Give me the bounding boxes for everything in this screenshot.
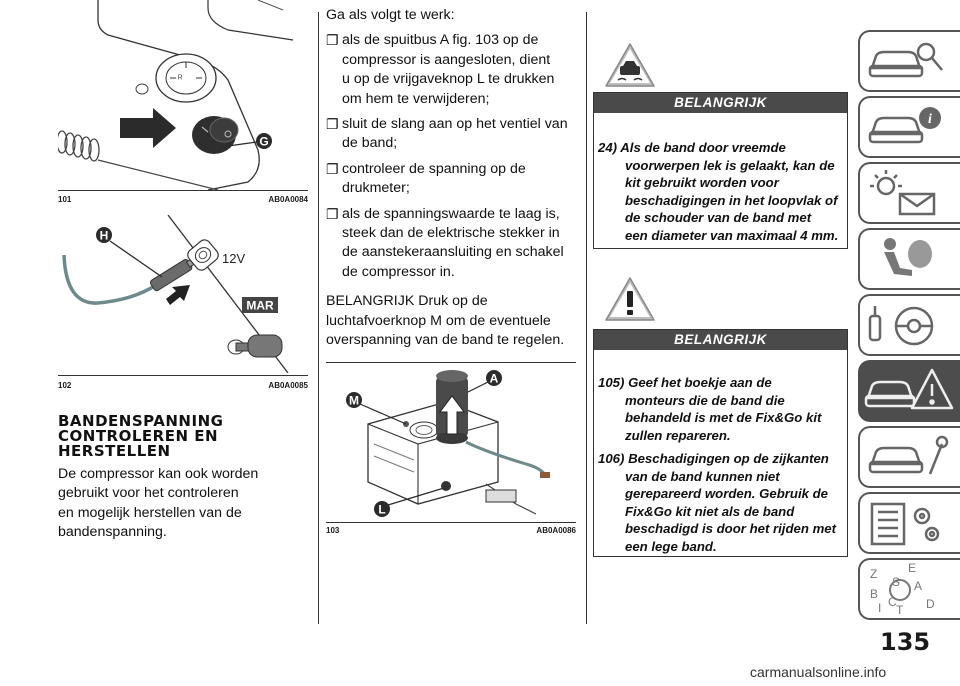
figure-102-label-mar: MAR: [246, 298, 274, 313]
figure-101-illustration: [58, 0, 308, 190]
svg-text:A: A: [489, 371, 499, 386]
figure-102: [58, 215, 308, 395]
procedure-bullet: ❐ controleer de spanning op de drukmeter;: [326, 160, 526, 197]
procedure-bullet: ❐ sluit de slang aan op het ventiel van de band;: [326, 116, 568, 152]
figure-101-rule: [58, 190, 308, 191]
svg-text:H: H: [99, 228, 109, 243]
tab-index[interactable]: [858, 558, 960, 620]
figure-103: [326, 362, 576, 537]
exclamation-warning-icon: [604, 276, 656, 322]
airbag-seat-icon: [860, 230, 958, 288]
figure-101-caption: [58, 195, 308, 207]
car-search-icon: [860, 32, 958, 90]
figure-103-rule: [326, 522, 576, 523]
car-skid-warning-icon: [604, 42, 656, 88]
procedure-intro: Ga als volgt te werk:: [326, 7, 455, 23]
figure-102-illustration: [58, 215, 308, 373]
procedure-bullets: [326, 31, 584, 282]
checkbox-bullet-icon: ❐: [326, 32, 339, 49]
section-intro: [58, 465, 313, 543]
procedure-text: [326, 6, 584, 351]
tab-dashboard-info[interactable]: [858, 96, 960, 158]
procedure-bullet: ❐ als de spanningswaarde te laag is, steek dan de elektrische stekker in de aanstekeraansluiting en schakel de compressor in.: [326, 205, 564, 280]
intro-line: gebruikt voor het controleren: [58, 485, 239, 502]
column-separator-2: [586, 12, 587, 624]
figure-code: AB0A0085: [268, 381, 308, 390]
tab-emergency[interactable]: [858, 360, 960, 422]
svg-text:D: D: [926, 597, 935, 611]
warning-body: [594, 350, 847, 555]
procedure-bullet: ❐ als de spuitbus A fig. 103 op de compressor is aangesloten, dient u op de vrijgaveknop L te drukken om hem te verwijderen;: [326, 32, 555, 107]
tab-vehicle-overview[interactable]: [858, 30, 960, 92]
figure-102-label-12v: 12V: [222, 251, 246, 266]
heading-line: BANDENSPANNING: [58, 412, 224, 430]
checkbox-bullet-icon: ❐: [326, 160, 339, 177]
key-steering-wheel-icon: [860, 296, 958, 354]
svg-text:i: i: [928, 112, 932, 127]
svg-text:S: S: [892, 575, 901, 589]
warning-item-number: 106): [598, 451, 625, 466]
watermark: carmanualsonline.info: [750, 664, 887, 680]
svg-text:I: I: [878, 601, 882, 615]
list-gear-icon: [860, 494, 958, 552]
section-heading: [58, 414, 308, 459]
light-envelope-icon: [860, 164, 958, 222]
warning-item-number: 24): [598, 140, 618, 155]
intro-line: en mogelijk herstellen van de: [58, 504, 242, 521]
svg-text:C: C: [888, 595, 897, 609]
car-info-icon: [860, 98, 958, 156]
svg-text:ᴿ: ᴿ: [178, 74, 183, 85]
svg-text:Z: Z: [870, 567, 878, 581]
figure-103-illustration: [326, 364, 576, 522]
figure-103-caption: [326, 526, 576, 538]
tab-technical-data[interactable]: [858, 492, 960, 554]
checkbox-bullet-icon: ❐: [326, 205, 339, 222]
heading-line: CONTROLEREN EN: [58, 427, 219, 445]
warning-item: 105) Geef het boekje aan de monteurs die de band die behandeld is met de Fix&Go kit zullen repareren.: [598, 375, 822, 443]
warning-box-1: [593, 92, 848, 249]
warning-item: 106) Beschadigingen op de zijkanten van de band kunnen niet gerepareerd worden. Gebruik de Fix&Go kit niet als de band beschadigd is door het rijden met een lege band.: [598, 451, 837, 554]
tab-safety[interactable]: [858, 228, 960, 290]
heading-line: HERSTELLEN: [58, 442, 171, 460]
svg-text:T: T: [896, 603, 904, 617]
svg-text:M: M: [349, 393, 359, 408]
page-number: 135: [880, 628, 931, 656]
warning-item-number: 105): [598, 375, 625, 390]
svg-text:G: G: [259, 134, 269, 149]
warning-header: BELANGRIJK: [594, 93, 847, 113]
svg-text:B: B: [870, 587, 879, 601]
car-wrench-icon: [860, 428, 958, 486]
figure-103-top-rule: [326, 362, 576, 363]
svg-text:E: E: [908, 561, 917, 575]
figure-code: AB0A0084: [268, 195, 308, 204]
checkbox-bullet-icon: ❐: [326, 116, 339, 133]
intro-line: De compressor kan ook worden: [58, 466, 259, 482]
figure-number: 101: [58, 195, 72, 204]
tab-lights-messages[interactable]: [858, 162, 960, 224]
intro-line: bandenspanning.: [58, 524, 167, 541]
figure-102-rule: [58, 375, 308, 376]
figure-102-caption: [58, 381, 308, 393]
figure-number: 102: [58, 381, 72, 390]
svg-text:A: A: [914, 579, 923, 593]
procedure-note: BELANGRIJK Druk op de luchtafvoerknop M om de eventuele overspanning van de band te regelen.: [326, 293, 565, 349]
figure-number: 103: [326, 526, 340, 535]
column-separator-1: [318, 12, 319, 624]
figure-code: AB0A0086: [536, 526, 576, 535]
alphabet-index-icon: [860, 560, 958, 618]
car-emergency-icon: [860, 362, 958, 420]
warning-box-2: [593, 329, 848, 557]
svg-text:L: L: [378, 502, 386, 517]
tab-starting-driving[interactable]: [858, 294, 960, 356]
tab-maintenance[interactable]: [858, 426, 960, 488]
figure-101: [58, 0, 308, 205]
warning-body: [594, 113, 847, 244]
warning-item: 24) Als de band door vreemde voorwerpen lek is gelaakt, kan de kit gebruikt worden voor beschadigingen in het loopvlak of de schouder van de band met een diameter van maximaal 4 mm.: [598, 140, 839, 243]
warning-header: BELANGRIJK: [594, 330, 847, 350]
